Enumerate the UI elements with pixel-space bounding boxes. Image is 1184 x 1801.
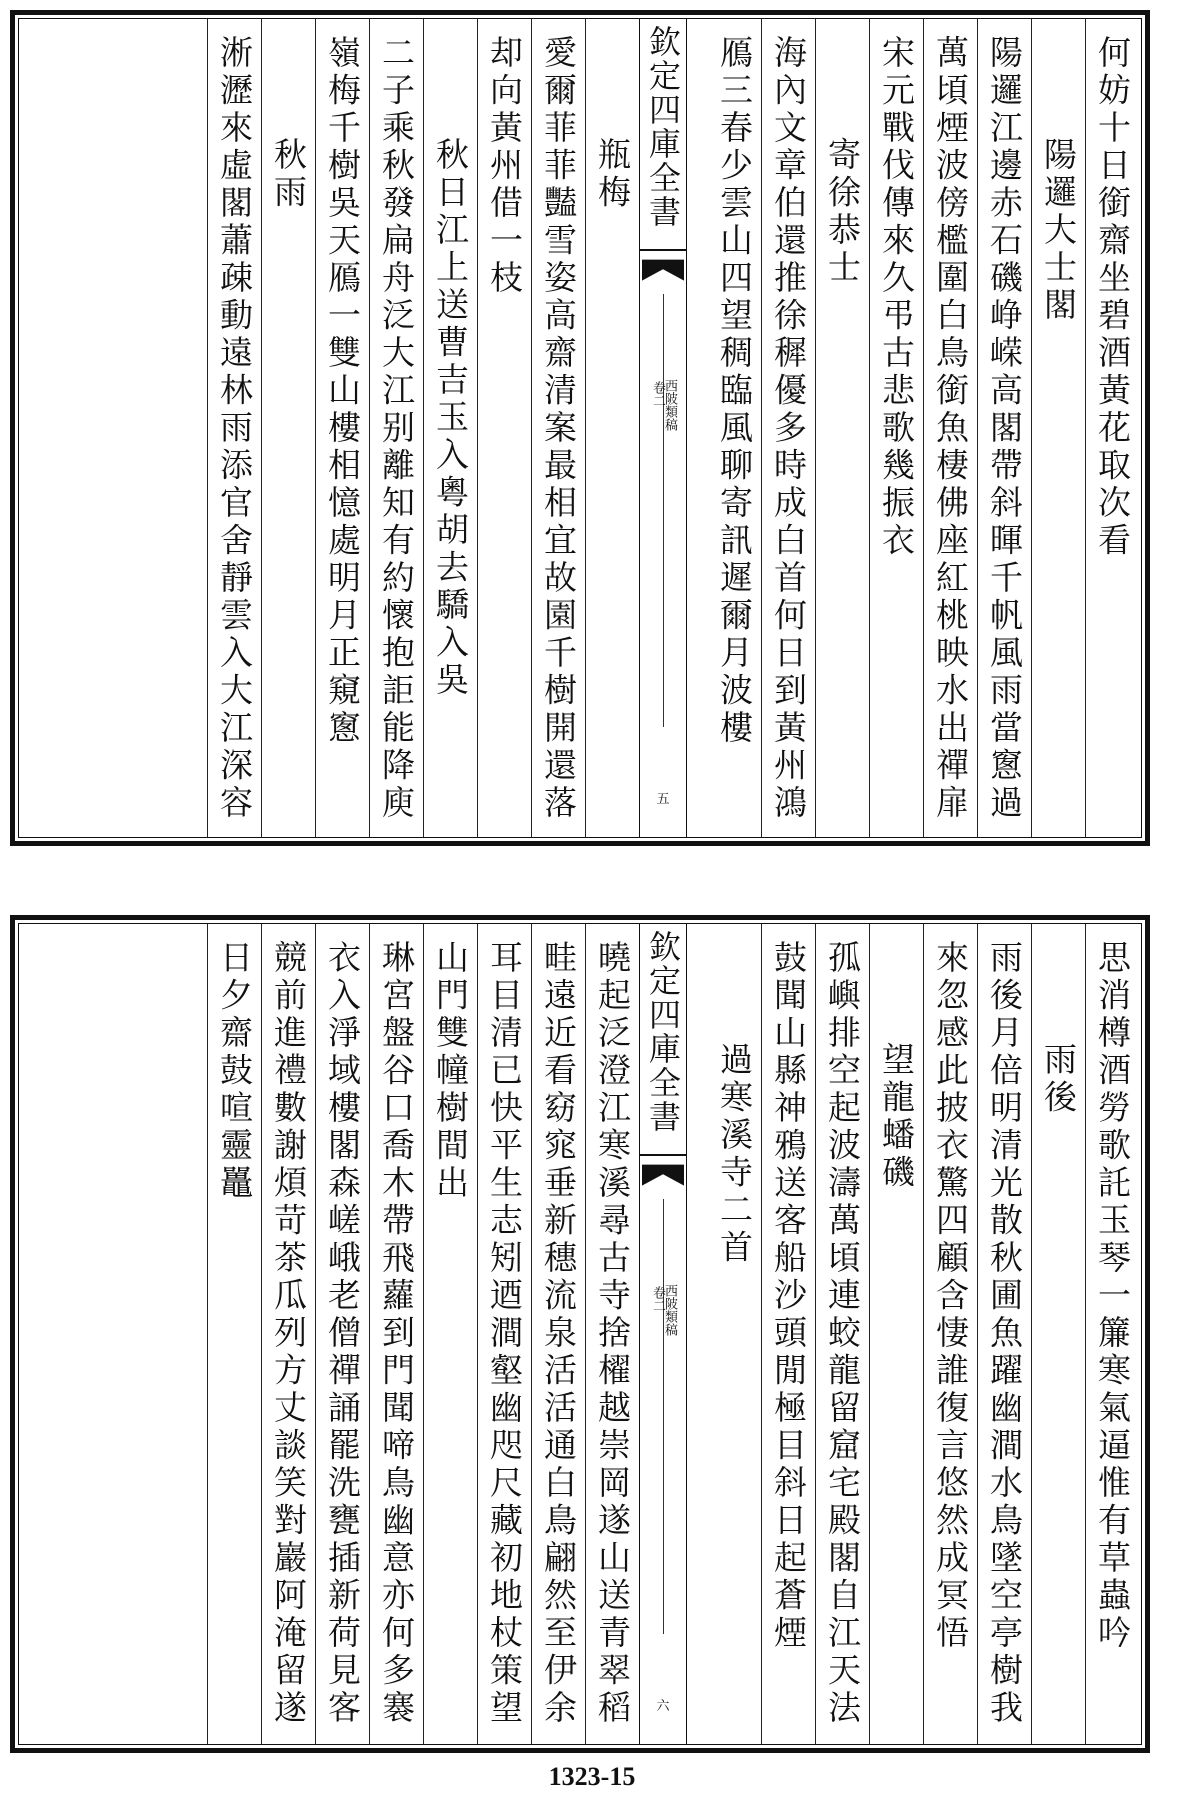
text-column: 淅瀝來虛閣蕭疎動遠林雨添官舍靜雲入大江深容 bbox=[207, 19, 261, 837]
text-column: 琳宮盤谷口喬木帶飛蘿到門聞啼鳥幽意亦何多褰 bbox=[369, 924, 423, 1744]
text-column: 耳目清已快平生志矧迺澗壑幽咫尺藏初地杖策望 bbox=[477, 924, 531, 1744]
text-column: 日夕齋鼓喧靈鼉 bbox=[207, 924, 261, 1744]
fold-title: 欽定四庫全書 bbox=[640, 19, 686, 251]
text-column: 山門雙幢樹間出 bbox=[423, 924, 477, 1744]
fish-tail-mark bbox=[642, 1164, 684, 1194]
text-column: 衣入淨域樓閣森嵯峨老僧禪誦罷洗甕插新荷見客 bbox=[315, 924, 369, 1744]
poem-title: 瓶梅 bbox=[585, 19, 639, 837]
text-column: 競前進禮數謝煩苛茶瓜列方丈談笑對巖阿淹留遂 bbox=[261, 924, 315, 1744]
fold-center-line bbox=[663, 1199, 664, 1634]
text-column: 嶺梅千樹吳天鴈一雙山樓相憶處明月正窺窻 bbox=[315, 19, 369, 837]
text-column: 鴈三春少雲山四望稠臨風聊寄訊遲爾月波樓 bbox=[715, 35, 754, 748]
text-column: 海內文章伯還推徐穉優多時成白首何日到黃州鴻 bbox=[761, 19, 815, 837]
fold-leaf-number: 六 bbox=[656, 1699, 670, 1714]
text-column: 雨後月倍明清光散秋圃魚躍幽澗水鳥墜空亭樹我 bbox=[977, 924, 1031, 1744]
text-column: 孤嶼排空起波濤萬頃連蛟龍留窟宅殿閣自江天法 bbox=[815, 924, 869, 1744]
text-column: 來忽感此披衣驚四顧含悽誰復言悠然成冥悟 bbox=[923, 924, 977, 1744]
text-column: 畦遠近看窈窕垂新穗流泉活活通白鳥翩然至伊余 bbox=[531, 924, 585, 1744]
text-column: 萬頃煙波傍檻圍白鳥銜魚棲佛座紅桃映水出禪扉 bbox=[923, 19, 977, 837]
poem-title: 秋日江上送曹吉玉入粵胡去驕入吳 bbox=[423, 19, 477, 837]
poem-title: 雨後 bbox=[1031, 924, 1085, 1744]
poem-title: 陽邏大士閣 bbox=[1031, 19, 1085, 837]
fold-center-line bbox=[663, 294, 664, 727]
top-page-frame bbox=[18, 18, 1142, 838]
fold-volume: 卷二 bbox=[650, 381, 665, 407]
text-column: 却向黃州借一枝 bbox=[477, 19, 531, 837]
text-column: 陽邏江邊赤石磯峥嵘高閣帶斜暉千帆風雨當窻過 bbox=[977, 19, 1031, 837]
text-column: 思消樽酒勞歌託玉琴一簾寒氣逼惟有草蟲吟 bbox=[1085, 924, 1139, 1744]
fish-tail-mark bbox=[642, 259, 684, 289]
fold-strip bbox=[639, 924, 687, 1744]
text-column: 愛爾菲菲豔雪姿高齋清案最相宜故園千樹開還落 bbox=[531, 19, 585, 837]
fold-volume: 卷二 bbox=[650, 1286, 665, 1312]
poem-title: 過寒溪寺二首 bbox=[715, 1042, 754, 1267]
text-column: 何妨十日銜齋坐碧酒黃花取次看 bbox=[1085, 19, 1139, 837]
poem-title: 秋雨 bbox=[261, 19, 315, 837]
poem-title: 寄徐恭士 bbox=[815, 19, 869, 837]
poem-title: 望龍蟠磯 bbox=[869, 924, 923, 1744]
fold-leaf-number: 五 bbox=[656, 792, 670, 807]
fold-book-title: 西陂類稿 bbox=[662, 1284, 677, 1336]
text-column: 鼓聞山縣神鴉送客船沙頭閒極目斜日起蒼煙 bbox=[761, 924, 815, 1744]
top-page bbox=[10, 10, 1150, 846]
page-number: 1323-15 bbox=[548, 1762, 636, 1791]
text-column: 二子乘秋發扁舟泛大江别離知有約懷抱詎能降庾 bbox=[369, 19, 423, 837]
bottom-page-frame bbox=[18, 923, 1142, 1745]
fold-book-title: 西陂類稿 bbox=[662, 379, 677, 431]
text-column: 曉起泛澄江寒溪尋古寺捨櫂越崇岡遂山送青翠稻 bbox=[585, 924, 639, 1744]
fold-strip bbox=[639, 19, 687, 837]
bottom-page bbox=[10, 915, 1150, 1753]
fold-title: 欽定四庫全書 bbox=[640, 924, 686, 1156]
text-column: 宋元戰伐傳來久弔古悲歌幾振衣 bbox=[869, 19, 923, 837]
